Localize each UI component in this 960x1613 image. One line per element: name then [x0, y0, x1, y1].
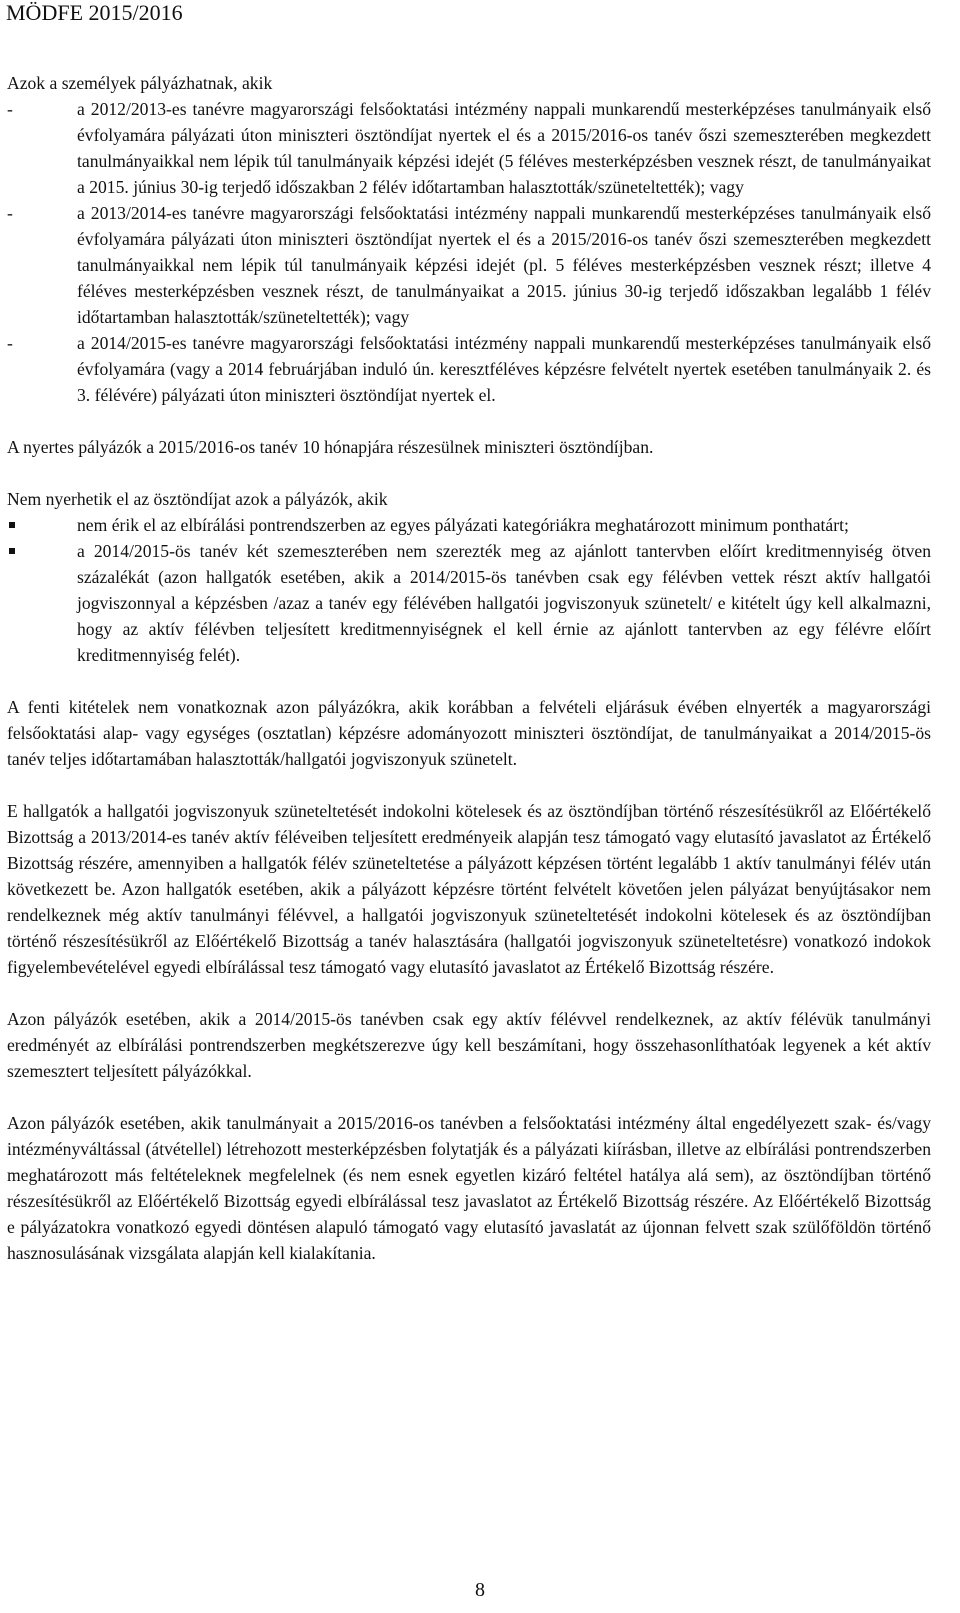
ineligible-item [7, 538, 931, 668]
exception-paragraph: A fenti kitételek nem vonatkoznak azon pályázókra, akik korábban a felvételi eljárásuk évében elnyerték a magyarországi felsőoktatási alap- vagy egységes (osztatlan) képzésre adományozott miniszteri ösztöndíjat, de tanulmányaikat a 2014/2015-ös tanév teljes időtartamában halasztották/hallgatói jogviszonyuk szünetelt. [7, 697, 931, 769]
winners-paragraph: A nyertes pályázók a 2015/2016-os tanév 10 hónapjára részesülnek miniszteri ösztöndíjban. [7, 437, 654, 457]
dash-marker: - [7, 203, 13, 223]
document-body [7, 70, 931, 1266]
eligible-item-text: a 2012/2013-es tanévre magyarországi felsőoktatási intézmény nappali munkarendű mesterképzéses tanulmányaik első évfolyamára pályázati úton miniszteri ösztöndíjat nyertek el és a 2015/2016-os tanév őszi szemeszterében megkezdett tanulmányaikkal nem lépik túl tanulmányaik képzési idejét (5 féléves mesterképzésben vesznek részt, de tanulmányaikat a 2015. június 30-ig terjedő időszakban 2 félév időtartamban halasztották/szüneteltették); vagy [77, 99, 931, 197]
ineligible-item-text: nem érik el az elbírálási pontrendszerben az egyes pályázati kategóriákra meghatározott minimum ponthatárt; [77, 515, 849, 535]
eligible-item [7, 200, 931, 330]
eligible-item [7, 330, 931, 408]
ineligible-item [7, 512, 931, 538]
bullet-icon [9, 548, 15, 554]
transfer-paragraph: Azon pályázók esetében, akik tanulmányait a 2015/2016-os tanévben a felsőoktatási intézmény által engedélyezett szak- és/vagy intézményváltással (átvétellel) létrehozott mesterképzésben folytatják és a pályázati kiírásban, illetve az elbírálási pontrendszerben meghatározott más feltételeknek megfelelnek (és nem esnek egyetlen kizáró feltétel hatálya alá sem), az ösztöndíjban történő részesítésükről az Előértékelő Bizottság egyedi elbírálással tesz javaslatot az Értékelő Bizottság részére. Az Előértékelő Bizottság e pályázatokra vonatkozó egyedi döntésen alapuló támogató vagy elutasító javaslatát az újonnan felvett szak szülőföldön történő hasznosulásának vizsgálata alapján kell kialakítania. [7, 1113, 931, 1263]
suspension-paragraph: E hallgatók a hallgatói jogviszonyuk szüneteltetését indokolni kötelesek és az ösztöndíjban történő részesítésükről az Előértékelő Bizottság a 2013/2014-es tanév aktív féléveiben teljesített eredményeik alapján tesz támogató vagy elutasító javaslatot az Értékelő Bizottság részére, amennyiben a hallgatók félév szüneteltetése a pályázott képzésen történt legalább 1 aktív tanulmányi félév után következett be. Azon hallgatók esetében, akik a pályázott képzésre történt felvételt követően jelen pályázat benyújtásakor nem rendelkeznek még aktív tanulmányi félévvel, a hallgatói jogviszonyuk szüneteltetését indokolni kötelesek és az ösztöndíjban történő részesítésükről az Előértékelő Bizottság a tanév halasztására (hallgatói jogviszonyuk szüneteltetésre) vonatkozó indokok figyelembevételével egyedi elbírálással tesz támogató vagy elutasító javaslatot az Értékelő Bizottság részére. [7, 801, 931, 977]
ineligible-item-text: a 2014/2015-ös tanév két szemeszterében nem szerezték meg az ajánlott tantervben előírt kreditmennyiség ötven százalékát (azon hallgatók esetében, akik a 2014/2015-ös tanévben csak egy félévben vettek részt aktív hallgatói jogviszonnyal a képzésben /azaz a tanév egy félévében hallgatói jogviszonyuk szünetelt/ e kitételt úgy kell alkalmazni, hogy az aktív félévben teljesített kreditmennyiségnek el kell érnie az ajánlott tantervben az egy félévre előírt kreditmennyiség felét). [77, 541, 931, 665]
dash-marker: - [7, 333, 13, 353]
eligible-item-text: a 2013/2014-es tanévre magyarországi felsőoktatási intézmény nappali munkarendű mesterképzéses tanulmányaik első évfolyamára pályázati úton miniszteri ösztöndíjat nyertek el és a 2015/2016-os tanév őszi szemeszterében megkezdett tanulmányaikkal nem lépik túl tanulmányaik képzési idejét (pl. 5 féléves mesterképzésben vesznek részt; illetve 4 féléves mesterképzésben vesznek részt, de tanulmányaikat a 2015. június 30-ig terjedő időszakban legalább 1 félév időtartamban halasztották/szüneteltették); vagy [77, 203, 931, 327]
page-number: 8 [475, 1579, 485, 1601]
bullet-icon [9, 522, 15, 528]
eligible-item [7, 96, 931, 200]
eligible-intro: Azok a személyek pályázhatnak, akik [7, 73, 273, 93]
dash-marker: - [7, 99, 13, 119]
ineligible-intro: Nem nyerhetik el az ösztöndíjat azok a pályázók, akik [7, 489, 388, 509]
page-header: MÖDFE 2015/2016 [6, 0, 183, 25]
single-semester-paragraph: Azon pályázók esetében, akik a 2014/2015-ös tanévben csak egy aktív félévvel rendelkeznek, az aktív félévük tanulmányi eredményét az elbírálási pontrendszerben megkétszerezve úgy kell beszámítani, hogy összehasonlíthatóak legyenek a két aktív szemesztert teljesített pályázókkal. [7, 1009, 931, 1081]
eligible-item-text: a 2014/2015-es tanévre magyarországi felsőoktatási intézmény nappali munkarendű mesterképzéses tanulmányaik első évfolyamára (vagy a 2014 februárjában induló ún. keresztféléves képzésre felvételt nyertek esetében tanulmányaik 2. és 3. félévére) pályázati úton miniszteri ösztöndíjat nyertek el. [77, 333, 931, 405]
